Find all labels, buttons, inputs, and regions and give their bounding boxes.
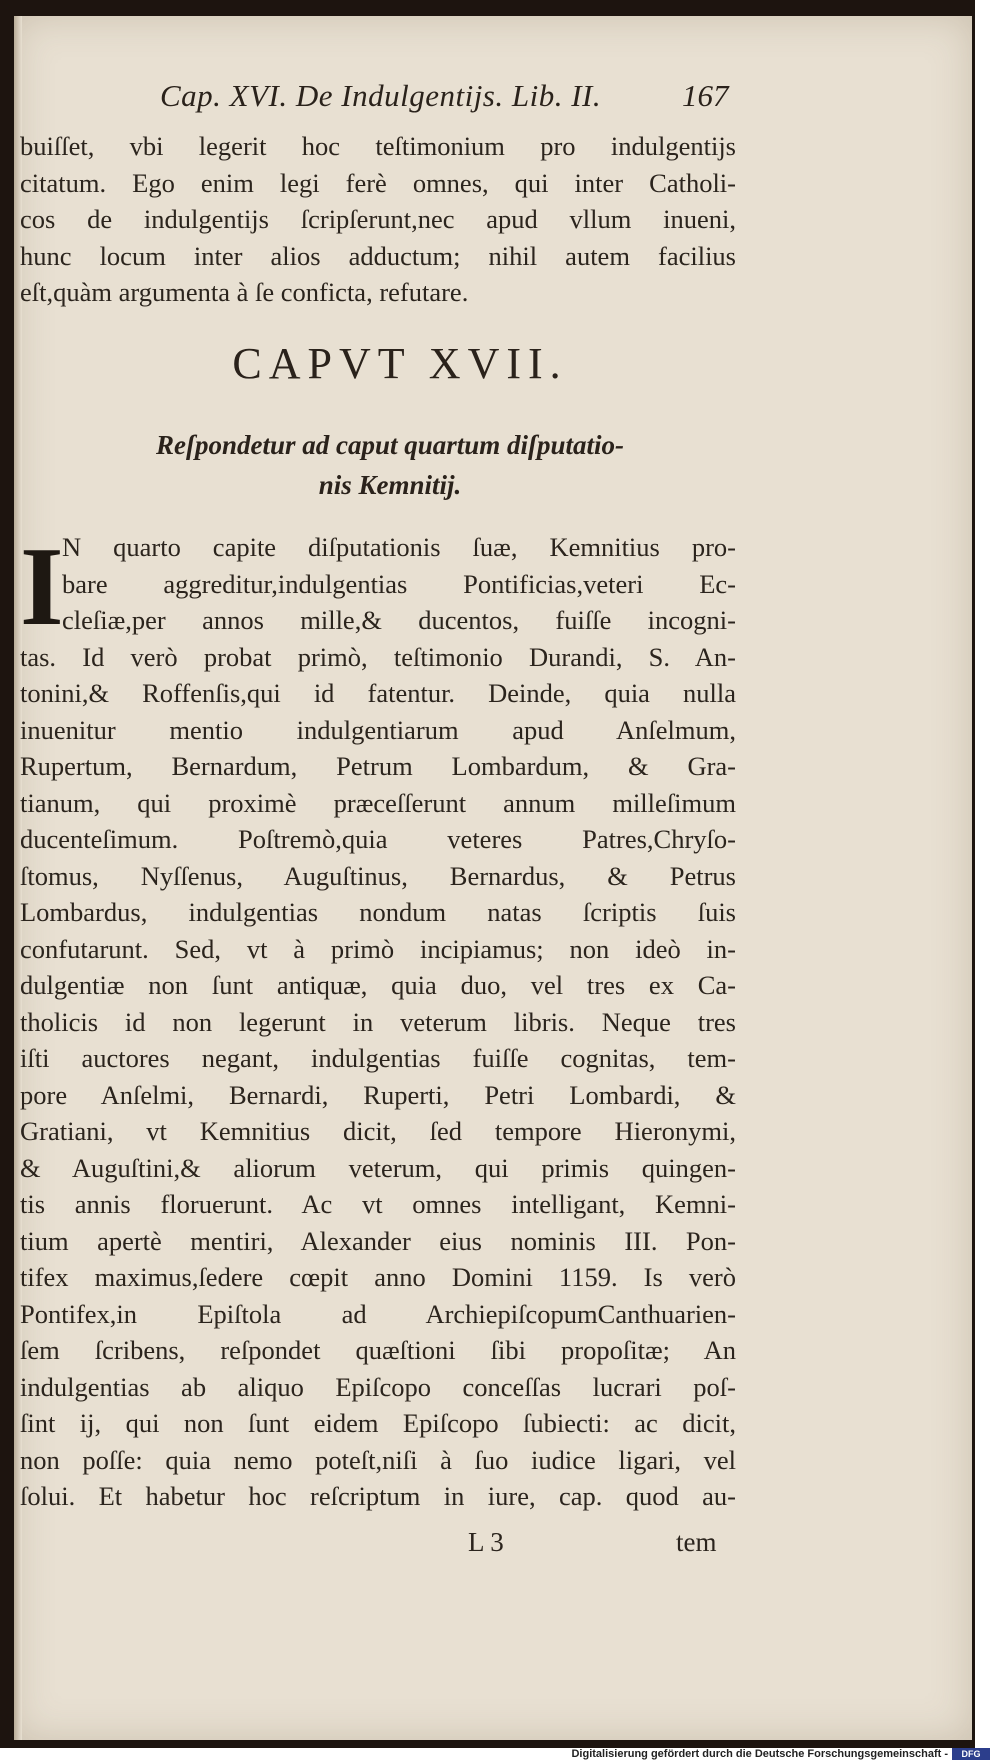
text-line: tas. Id verò probat primò, teſtimonio Durandi, S. An- xyxy=(20,641,736,672)
dfg-logo: DFG xyxy=(952,1748,990,1760)
text-line: non poſſe: quia nemo poteſt,niſi à ſuo iudice ligari, vel xyxy=(20,1444,736,1475)
text-line: ſolui. Et habetur hoc reſcriptum in iure, cap. quod au- xyxy=(20,1481,736,1511)
text-line: tium apertè mentiri, Alexander eius nominis III. Pon- xyxy=(20,1225,736,1256)
drop-cap-initial: I xyxy=(20,525,64,649)
signature-mark: L 3 xyxy=(468,1527,504,1557)
text-line: cleſiæ,per annos mille,& ducentos, fuiſſe incogni- xyxy=(62,605,736,635)
text-line: bare aggreditur,indulgentias Pontificias,veteri Ec- xyxy=(62,568,736,599)
text-line: confutarunt. Sed, vt à primò incipiamus; non ideò in- xyxy=(20,933,736,964)
text-line: cos de indulgentijs ſcripſerunt,nec apud vllum inueni, xyxy=(20,204,736,234)
text-line: ſtomus, Nyſſenus, Auguſtinus, Bernardus, & Petrus xyxy=(20,860,736,891)
text-line: tianum, qui proximè præceſſerunt annum milleſimum xyxy=(20,787,736,818)
digitization-notice: Digitalisierung gefördert durch die Deutsche Forschungsgemeinschaft - xyxy=(571,1748,948,1760)
catchword: tem xyxy=(676,1527,717,1557)
text-line: tifex maximus,ſedere cœpit anno Domini 1159. Is verò xyxy=(20,1262,736,1292)
chapter-subtitle xyxy=(90,425,690,505)
chapter-title: CAPVT XVII. xyxy=(232,339,568,388)
text-line: eſt,quàm argumenta à ſe conficta, refutare. xyxy=(20,277,469,307)
text-line: pore Anſelmi, Bernardi, Ruperti, Petri Lombardi, & xyxy=(20,1079,736,1110)
text-line: N quarto capite diſputationis ſuæ, Kemnitius pro- xyxy=(62,532,736,562)
text-line: Pontifex,in Epiſtola ad ArchiepiſcopumCanthuarien- xyxy=(20,1298,736,1329)
text-line: tis annis floruerunt. Ac vt omnes intelligant, Kemni- xyxy=(20,1189,736,1219)
text-line: ſem ſcribens, reſpondet quæſtioni ſibi propoſitæ; An xyxy=(20,1335,736,1365)
text-line: & Auguſtini,& aliorum veterum, qui primis quingen- xyxy=(20,1152,736,1183)
subtitle-line: Reſpondetur ad caput quartum diſputatio- xyxy=(155,430,625,460)
text-line: ducenteſimum. Poſtremò,quia veteres Patres,Chryſo- xyxy=(20,824,736,854)
main-paragraph xyxy=(20,525,736,1515)
text-line: inuenitur mentio indulgentiarum apud Anſelmum, xyxy=(20,714,736,745)
text-line: Gratiani, vt Kemnitius dicit, ſed tempore Hieronymi, xyxy=(20,1116,736,1146)
text-line: iſti auctores negant, indulgentias fuiſſe cognitas, tem- xyxy=(20,1043,736,1073)
text-line: indulgentias ab aliquo Epiſcopo conceſſas lucrari poſ- xyxy=(20,1371,736,1402)
text-line: tonini,& Roffenſis,qui id fatentur. Deinde, quia nulla xyxy=(20,678,736,708)
text-line: citatum. Ego enim legi ferè omnes, qui inter Catholi- xyxy=(20,167,736,198)
text-line: hunc locum inter alios adductum; nihil autem facilius xyxy=(20,240,736,271)
text-line: dulgentiæ non ſunt antiquæ, quia duo, vel tres ex Ca- xyxy=(20,970,736,1000)
page-number: 167 xyxy=(682,78,729,113)
running-head: Cap. XVI. De Indulgentijs. Lib. II. xyxy=(160,78,602,113)
continued-paragraph xyxy=(20,128,736,311)
text-line: Rupertum, Bernardum, Petrum Lombardum, & Gra- xyxy=(20,751,736,781)
text-line: tholicis id non legerunt in veterum libris. Neque tres xyxy=(20,1006,736,1037)
text-line: ſint ij, qui non ſunt eidem Epiſcopo ſubiecti: ac dicit, xyxy=(20,1408,736,1438)
text-line: Lombardus, indulgentias nondum natas ſcriptis ſuis xyxy=(20,897,736,927)
subtitle-line: nis Kemnitij. xyxy=(318,470,462,500)
text-line: buiſſet, vbi legerit hoc teſtimonium pro indulgentijs xyxy=(20,131,736,161)
